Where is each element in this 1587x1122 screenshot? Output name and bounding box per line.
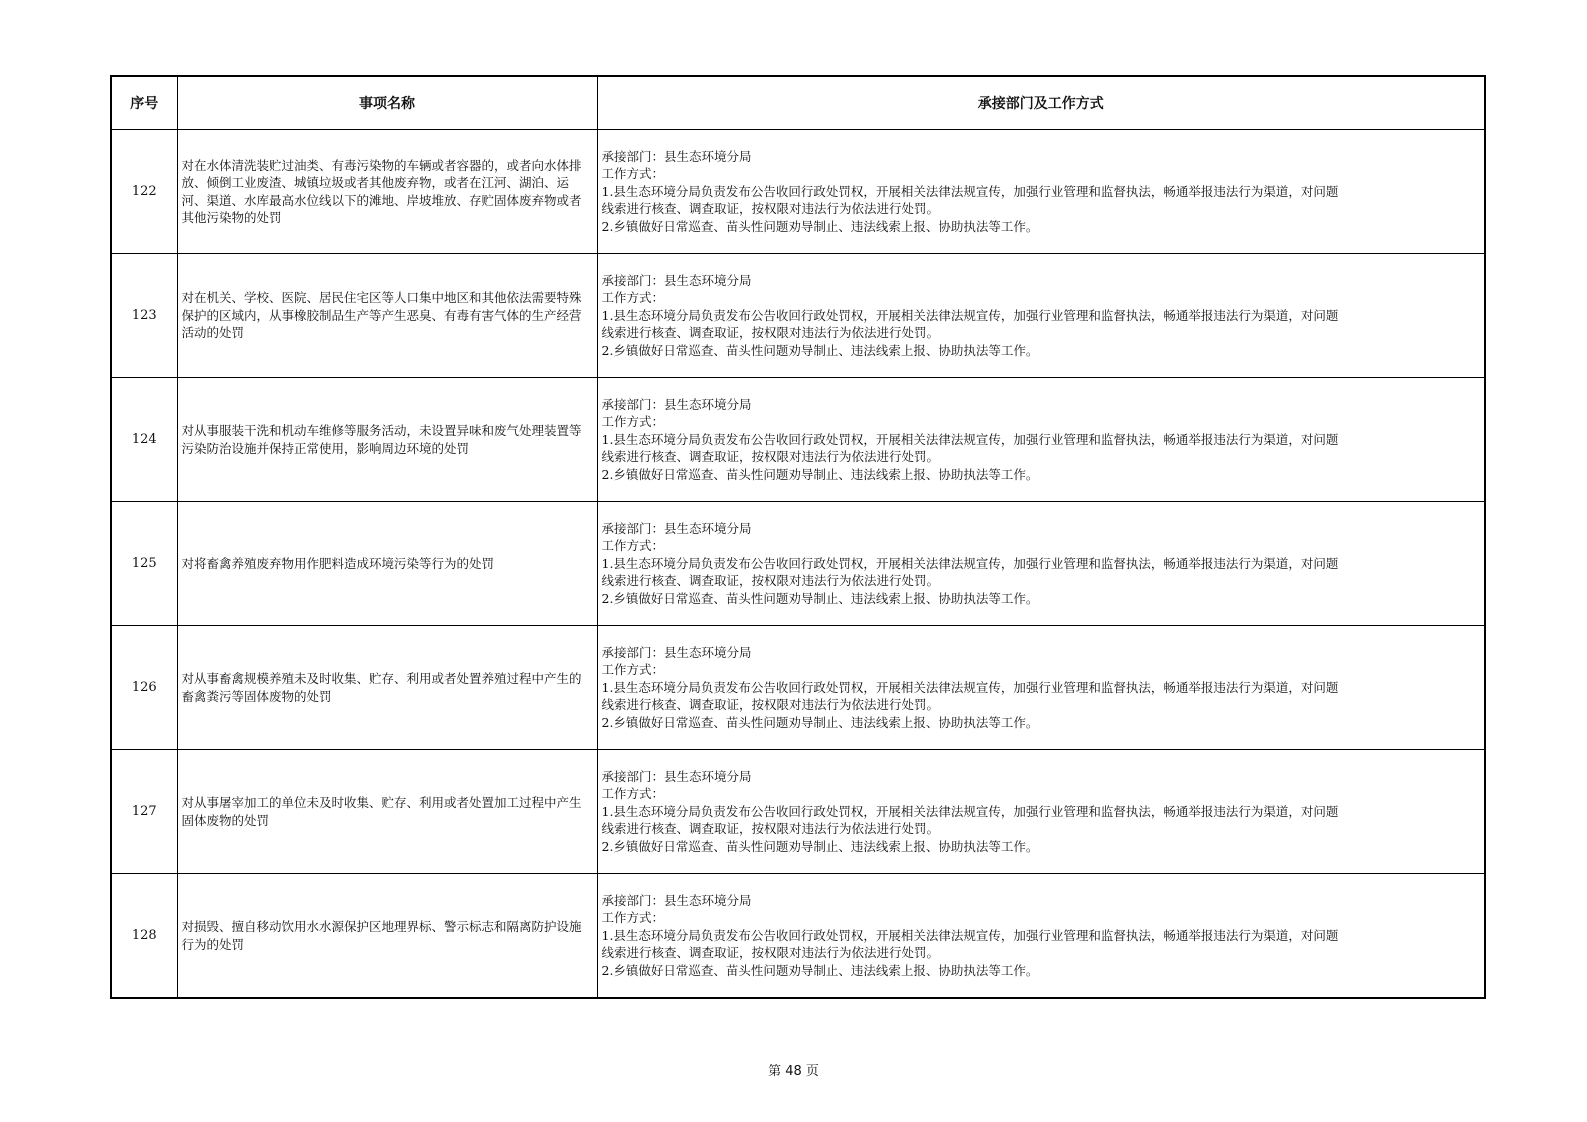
row-item-name: 对从事畜禽规模养殖未及时收集、贮存、利用或者处置养殖过程中产生的畜禽粪污等固体废物的处罚	[177, 626, 597, 750]
header-seq: 序号	[111, 76, 177, 130]
detail-line: 线索进行核查、调查取证，按权限对违法行为依法进行处罚。	[601, 201, 940, 217]
detail-line: 工作方式：	[601, 662, 665, 678]
detail-line: 2.乡镇做好日常巡查、苗头性问题劝导制止、违法线索上报、协助执法等工作。	[601, 218, 1039, 234]
row-item-name: 对将畜禽养殖废弃物用作肥料造成环境污染等行为的处罚	[177, 502, 597, 626]
row-seq: 122	[111, 130, 177, 254]
detail-line: 1.县生态环境分局负责发布公告收回行政处罚权，开展相关法律法规宣传，加强行业管理和监督执法，畅通举报违法行为渠道，对问题	[601, 307, 1339, 323]
row-item-name: 对在水体清洗装贮过油类、有毒污染物的车辆或者容器的，或者向水体排放、倾倒工业废渣、城镇垃圾或者其他废弃物，或者在江河、湖泊、运河、渠道、水库最高水位线以下的滩地、岸坡堆放、存贮固体废弃物或者其他污染物的处罚	[177, 130, 597, 254]
row-item-name: 对从事屠宰加工的单位未及时收集、贮存、利用或者处置加工过程中产生固体废物的处罚	[177, 750, 597, 874]
detail-line: 1.县生态环境分局负责发布公告收回行政处罚权，开展相关法律法规宣传，加强行业管理和监督执法，畅通举报违法行为渠道，对问题	[601, 431, 1339, 447]
detail-line: 2.乡镇做好日常巡查、苗头性问题劝导制止、违法线索上报、协助执法等工作。	[601, 466, 1039, 482]
table-row	[111, 874, 1485, 999]
table-row	[111, 254, 1485, 378]
row-dept-detail	[597, 626, 1485, 750]
detail-line: 承接部门：县生态环境分局	[601, 272, 752, 288]
detail-line: 承接部门：县生态环境分局	[601, 892, 752, 908]
row-item-name: 对在机关、学校、医院、居民住宅区等人口集中地区和其他依法需要特殊保护的区域内，从事橡胶制品生产等产生恶臭、有毒有害气体的生产经营活动的处罚	[177, 254, 597, 378]
detail-line: 1.县生态环境分局负责发布公告收回行政处罚权，开展相关法律法规宣传，加强行业管理和监督执法，畅通举报违法行为渠道，对问题	[601, 555, 1339, 571]
row-dept-detail	[597, 130, 1485, 254]
page-number: 第 48 页	[768, 1064, 819, 1079]
table-row	[111, 130, 1485, 254]
detail-line: 工作方式：	[601, 538, 665, 554]
row-seq: 128	[111, 874, 177, 999]
row-dept-detail	[597, 750, 1485, 874]
table-row	[111, 750, 1485, 874]
header-item: 事项名称	[177, 76, 597, 130]
detail-line: 1.县生态环境分局负责发布公告收回行政处罚权，开展相关法律法规宣传，加强行业管理和监督执法，畅通举报违法行为渠道，对问题	[601, 679, 1339, 695]
detail-line: 2.乡镇做好日常巡查、苗头性问题劝导制止、违法线索上报、协助执法等工作。	[601, 342, 1039, 358]
detail-line: 承接部门：县生态环境分局	[601, 396, 752, 412]
detail-line: 线索进行核查、调查取证，按权限对违法行为依法进行处罚。	[601, 697, 940, 713]
table-row	[111, 626, 1485, 750]
detail-line: 线索进行核查、调查取证，按权限对违法行为依法进行处罚。	[601, 821, 940, 837]
detail-line: 2.乡镇做好日常巡查、苗头性问题劝导制止、违法线索上报、协助执法等工作。	[601, 838, 1039, 854]
row-dept-detail	[597, 502, 1485, 626]
row-seq: 125	[111, 502, 177, 626]
detail-line: 线索进行核查、调查取证，按权限对违法行为依法进行处罚。	[601, 573, 940, 589]
detail-line: 2.乡镇做好日常巡查、苗头性问题劝导制止、违法线索上报、协助执法等工作。	[601, 714, 1039, 730]
detail-line: 线索进行核查、调查取证，按权限对违法行为依法进行处罚。	[601, 449, 940, 465]
row-dept-detail	[597, 254, 1485, 378]
detail-line: 1.县生态环境分局负责发布公告收回行政处罚权，开展相关法律法规宣传，加强行业管理和监督执法，畅通举报违法行为渠道，对问题	[601, 183, 1339, 199]
detail-line: 承接部门：县生态环境分局	[601, 148, 752, 164]
detail-line: 1.县生态环境分局负责发布公告收回行政处罚权，开展相关法律法规宣传，加强行业管理和监督执法，畅通举报违法行为渠道，对问题	[601, 803, 1339, 819]
detail-line: 工作方式：	[601, 786, 665, 802]
detail-line: 1.县生态环境分局负责发布公告收回行政处罚权，开展相关法律法规宣传，加强行业管理和监督执法，畅通举报违法行为渠道，对问题	[601, 927, 1339, 943]
row-seq: 123	[111, 254, 177, 378]
detail-line: 工作方式：	[601, 166, 665, 182]
detail-line: 工作方式：	[601, 414, 665, 430]
detail-line: 承接部门：县生态环境分局	[601, 768, 752, 784]
detail-line: 承接部门：县生态环境分局	[601, 644, 752, 660]
row-item-name: 对损毁、擅自移动饮用水水源保护区地理界标、警示标志和隔离防护设施行为的处罚	[177, 874, 597, 999]
header-dept: 承接部门及工作方式	[597, 76, 1485, 130]
table-row	[111, 378, 1485, 502]
row-item-name: 对从事服装干洗和机动车维修等服务活动，未设置异味和废气处理装置等污染防治设施并保持正常使用，影响周边环境的处罚	[177, 378, 597, 502]
detail-line: 线索进行核查、调查取证，按权限对违法行为依法进行处罚。	[601, 325, 940, 341]
row-dept-detail	[597, 874, 1485, 999]
table-row	[111, 502, 1485, 626]
table-header-row	[111, 76, 1485, 130]
detail-line: 工作方式：	[601, 290, 665, 306]
row-dept-detail	[597, 378, 1485, 502]
detail-line: 线索进行核查、调查取证，按权限对违法行为依法进行处罚。	[601, 945, 940, 961]
detail-line: 承接部门：县生态环境分局	[601, 520, 752, 536]
detail-line: 2.乡镇做好日常巡查、苗头性问题劝导制止、违法线索上报、协助执法等工作。	[601, 590, 1039, 606]
row-seq: 124	[111, 378, 177, 502]
row-seq: 126	[111, 626, 177, 750]
detail-line: 2.乡镇做好日常巡查、苗头性问题劝导制止、违法线索上报、协助执法等工作。	[601, 962, 1039, 978]
detail-line: 工作方式：	[601, 910, 665, 926]
row-seq: 127	[111, 750, 177, 874]
matters-table	[110, 75, 1486, 999]
